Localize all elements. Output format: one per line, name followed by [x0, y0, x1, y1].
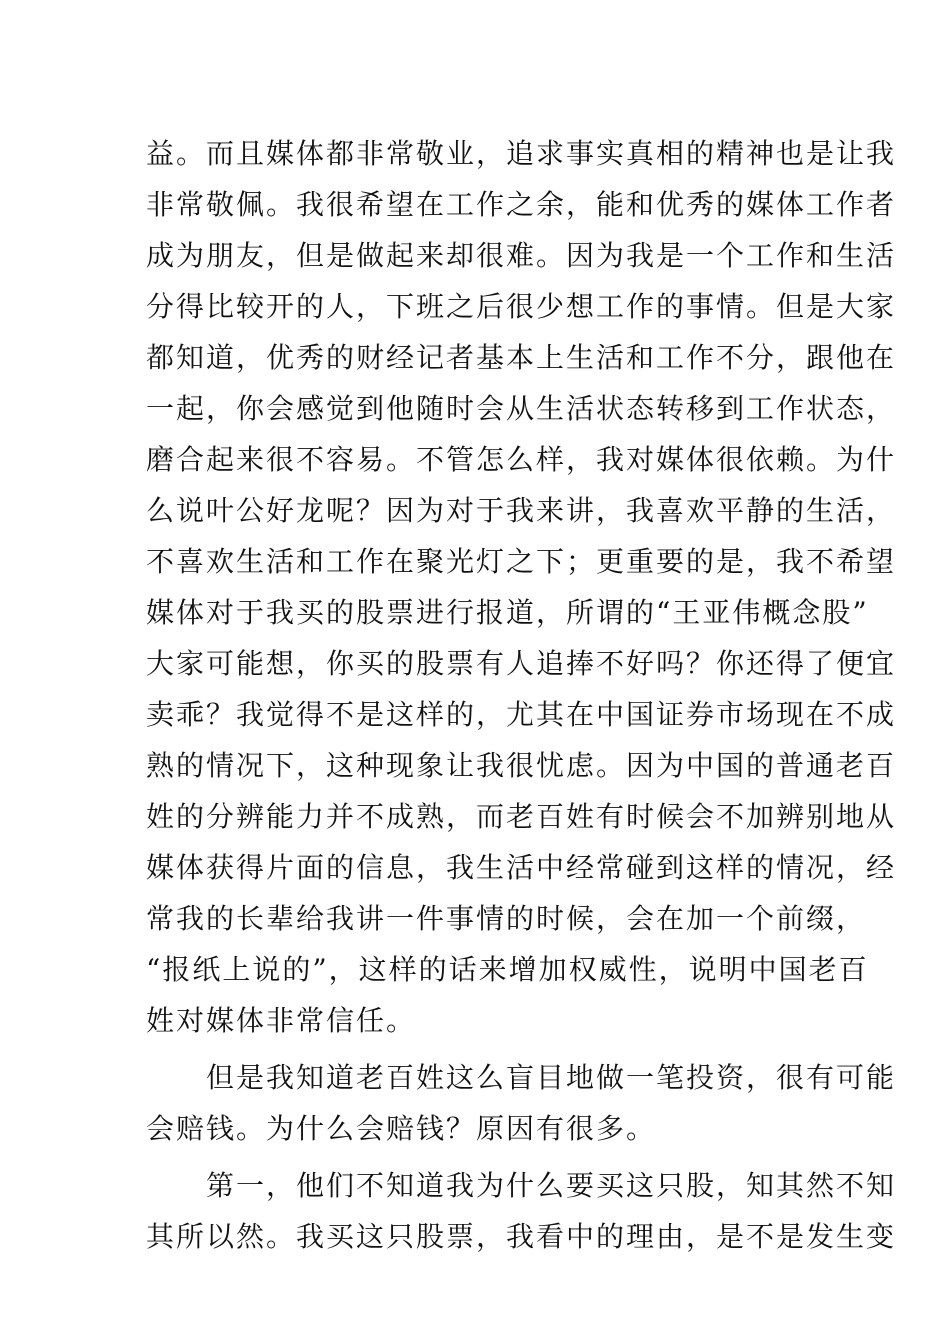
text-line: 非常敬佩。我很希望在工作之余，能和优秀的媒体工作者: [146, 188, 897, 221]
text-line: 么说叶公好龙呢？因为对于我来讲，我喜欢平静的生活，: [146, 494, 897, 527]
text-line: 一起，你会感觉到他随时会从生活状态转移到工作状态，: [146, 392, 897, 425]
text-line: 益。而且媒体都非常敬业，追求事实真相的精神也是让我: [146, 137, 897, 170]
text-line: 熟的情况下，这种现象让我很忧虑。因为中国的普通老百: [146, 749, 897, 782]
text-line: 都知道，优秀的财经记者基本上生活和工作不分，跟他在: [146, 341, 897, 374]
text-line: 姓的分辨能力并不成熟，而老百姓有时候会不加辨别地从: [146, 800, 897, 833]
text-line: 不喜欢生活和工作在聚光灯之下；更重要的是，我不希望: [146, 545, 897, 578]
text-line: 大家可能想，你买的股票有人追捧不好吗？你还得了便宜: [146, 647, 897, 680]
text-line: 媒体对于我买的股票进行报道，所谓的“王亚伟概念股”: [146, 596, 869, 629]
text-line: 第一，他们不知道我为什么要买这只股，知其然不知: [146, 1169, 897, 1202]
text-line: 卖乖？我觉得不是这样的，尤其在中国证券市场现在不成: [146, 698, 897, 731]
text-line: 但是我知道老百姓这么盲目地做一笔投资，很有可能: [146, 1061, 897, 1094]
text-line: 成为朋友，但是做起来却很难。因为我是一个工作和生活: [146, 239, 897, 272]
text-line: 媒体获得片面的信息，我生活中经常碰到这样的情况，经: [146, 851, 897, 884]
text-line: 磨合起来很不容易。不管怎么样，我对媒体很依赖。为什: [146, 443, 897, 476]
text-line: 其所以然。我买这只股票，我看中的理由，是不是发生变: [146, 1220, 897, 1253]
text-line: 会赔钱。为什么会赔钱？原因有很多。: [146, 1112, 657, 1145]
text-line: 常我的长辈给我讲一件事情的时候，会在加一个前缀，: [146, 902, 867, 935]
text-line: 姓对媒体非常信任。: [146, 1004, 417, 1037]
text-line: “报纸上说的”，这样的话来增加权威性，说明中国老百: [146, 953, 869, 986]
document-body: [146, 128, 897, 1262]
text-line: 分得比较开的人，下班之后很少想工作的事情。但是大家: [146, 290, 897, 323]
